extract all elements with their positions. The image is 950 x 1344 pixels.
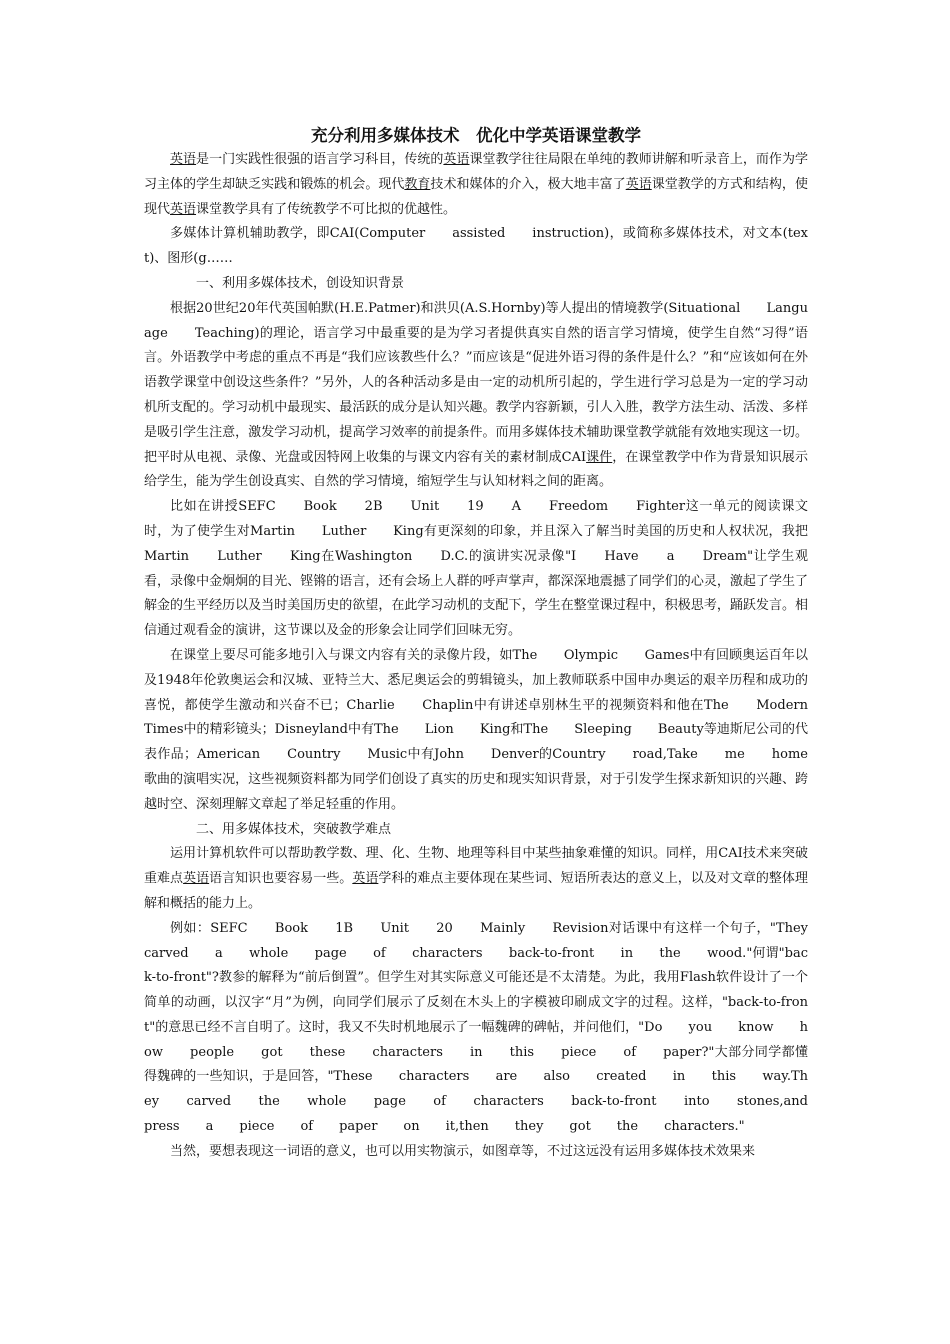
body-paragraph (144, 222, 808, 272)
body-paragraph (144, 842, 808, 916)
underlined-term: 英语 (170, 201, 197, 217)
paragraph-text: 课堂教学具有了传统教学不可比拟的优越性。 (196, 201, 457, 217)
body-paragraph (144, 297, 808, 495)
paragraph-text: 课堂教学往往局限在单纯的教师讲解和听录音上，而作为学习主体的学生却缺乏实践和锻炼的机会。现代 (144, 152, 808, 192)
underlined-term: 英语 (625, 176, 652, 192)
underlined-term: 英语 (183, 871, 210, 887)
document-body (144, 148, 835, 1165)
paragraph-text: 一、利用多媒体技术，创设知识背景 (196, 275, 405, 291)
underlined-term: 教育 (404, 176, 431, 192)
paragraph-text: ，在课堂教学中作为背景知识展示给学生，能为学生创设真实、自然的学习情境，缩短学生与认知材料之间的距离。 (144, 449, 808, 490)
body-paragraph (144, 644, 835, 818)
paragraph-text: 在课堂上要尽可能多地引入与课文内容有关的录像片段，如The Olympic Games中有回顾奥运百年以及1948年伦敦奥运会和汉城、亚特兰大、悉尼奥运会的剪辑镜头，加上教师联系中国申办奥运的艰辛历程和成功的喜悦，都使学生激动和兴奋不已；Charlie Chaplin中有讲述卓别林生平的视频资料和他在The Modern Times中的精彩镜头；Disneyland中有The Lion King和The Sleeping Beauty等迪斯尼公司的代表作品；American Country Music中有John Denver的Country road,Take me home歌曲的演唱实况，这些视频资料都为同学们创设了真实的历史和现实知识背景，对于引发学生探求新知识的兴趣、跨越时空、深刻理解文章起了举足轻重的作用。 (144, 647, 835, 812)
paragraph-text: 二、用多媒体技术，突破教学难点 (196, 821, 392, 837)
section-heading (144, 818, 808, 843)
paragraph-text: 技术和媒体的介入，极大地丰富了 (430, 176, 626, 192)
paragraph-text: 课堂教学的方式和结构，使现代 (144, 176, 808, 217)
underlined-term: 英语 (443, 152, 470, 167)
body-paragraph (144, 495, 808, 644)
paragraph-text: 是一门实践性很强的语言学习科目，传统的 (196, 152, 444, 167)
paragraph-text: 例如：SEFC Book 1B Unit 20 Mainly Revision对话课中有这样一个句子，"They carved a whole page of characters back-to-front in the wood."何谓"back-to-front"?教参的解释为“前后倒置”。但学生对其实际意义可能还是不太清楚。为此，我用Flash软件设计了一个简单的动画，以汉字“月”为例，向同学们展示了反刻在木头上的字模被印刷成文字的过程。这样，"back-to-front"的意思已经不言自明了。这时，我又不失时机地展示了一幅魏碑的碑帖，并问他们，"Do you know how people got these characters in this piece of paper?"大部分同学都懂得魏碑的一些知识，于是回答，"These characters are also created in this way.They carved the whole page of characters back-to-front into stones,and press a piece of paper on it,then they got the characters." (144, 920, 835, 1135)
paragraph-text: 语言知识也要容易一些。 (209, 871, 353, 887)
paragraph-text: 根据20世纪20年代英国帕默(H.E.Patmer)和洪贝(A.S.Hornby)等人提出的情境教学(Situational Language Teaching)的理论，语言学习中最重要的是为学习者提供真实自然的语言学习情境，使学生自然“习得”语言。外语教学中考虑的重点不再是“我们应该教些什么？”而应该是“促进外语习得的条件是什么？”和“应该如何在外语教学课堂中创设这些条件？”另外，人的各种活动多是由一定的动机所引起的，学生进行学习总是为一定的学习动机所支配的。学习动机中最现实、最活跃的成分是认知兴趣。教学内容新颖，引人入胜，教学方法生动、活泼、多样是吸引学生注意，激发学习动机，提高学习效率的前提条件。而用多媒体技术辅助课堂教学就能有效地实现这一切。把平时从电视、录像、光盘或因特网上收集的与课文内容有关的素材制成CAI (144, 300, 808, 465)
paragraph-text: 运用计算机软件可以帮助教学数、理、化、生物、地理等科目中某些抽象难懂的知识。同样，用CAI技术来突破重难点 (144, 846, 808, 887)
paragraph-text: 学科的难点主要体现在某些词、短语所表达的意义上，以及对文章的整体理解和概括的能力上。 (144, 871, 808, 911)
underlined-term: 英语 (352, 871, 379, 887)
section-heading (144, 272, 808, 297)
document-title: 充分利用多媒体技术 优化中学英语课堂教学 (311, 126, 641, 145)
underlined-term: 英语 (170, 152, 197, 167)
paragraph-text: 比如在讲授SEFC Book 2B Unit 19 A Freedom Fighter这一单元的阅读课文时，为了使学生对Martin Luther King有更深刻的印象，并且深入了解当时美国的历史和人权状况，我把Martin Luther King在Washington D.C.的演讲实况录像"I Have a Dream"让学生观看，录像中金炯炯的目光、铿锵的语言，还有会场上人群的呼声掌声，都深深地震撼了同学们的心灵，激起了学生了解金的生平经历以及当时美国历史的欲望，在此学习动机的支配下，学生在整堂课过程中，积极思考，踊跃发言。相信通过观看金的演讲，这节课以及金的形象会让同学们回味无穷。 (144, 499, 808, 639)
body-paragraph (144, 1140, 808, 1165)
body-paragraph (144, 917, 835, 1140)
paragraph-text: 当然，要想表现这一词语的意义，也可以用实物演示，如图章等，不过这远没有运用多媒体技术效果来 (170, 1143, 756, 1159)
body-paragraph (144, 148, 808, 222)
paragraph-text: 多媒体计算机辅助教学，即CAI(Computer assisted instruction)，或简称多媒体技术，对文本(text)、图形(g…… (144, 226, 808, 267)
underlined-term: 课件 (586, 449, 613, 465)
